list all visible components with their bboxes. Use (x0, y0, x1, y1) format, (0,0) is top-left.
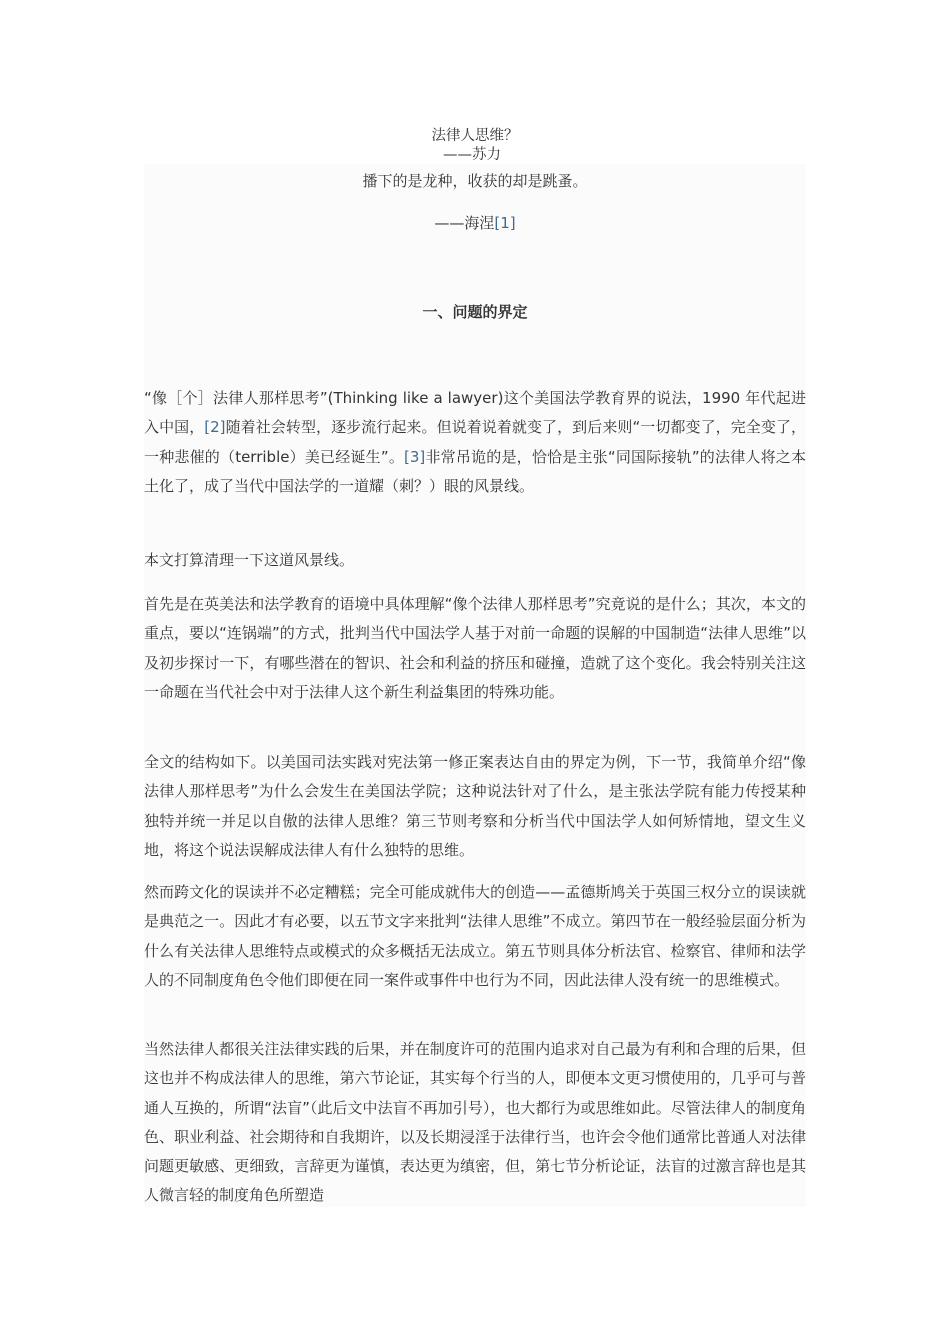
paragraph-text: 随着社会转型，逐步流行起来。但说着说着就变了，到后来则“一切都变了，完全变了，一种悲催的（terrible）美已经诞生”。 (144, 418, 806, 466)
document-author: ——苏力 (443, 147, 501, 163)
paragraph-2 (144, 546, 806, 575)
footnote-ref[interactable]: [2] (204, 418, 226, 437)
paragraph-text: 全文的结构如下。以美国司法实践对宪法第一修正案表达自由的界定为例，下一节，我简单介绍“像法律人那样思考”为什么会发生在美国法学院；这种说法针对了什么，是主张法学院有能力传授某种独特并统一并足以自傲的法律人思维？第三节则考察和分析当代中国法学人如何矫情地，望文生义地，将这个说法误解成法律人有什么独特的思维。 (144, 753, 806, 859)
paragraph-text: 当然法律人都很关注法律实践的后果，并在制度许可的范围内追求对自己最为有利和合理的后果，但这也并不构成法律人的思维，第六节论证，其实每个行当的人，即便本文更习惯使用的，几乎可与普通人互换的，所谓“法盲”（此后文中法盲不再加引号），也大都行为或思维如此。尽管法律人的制度角色、职业利益、社会期待和自我期许，以及长期浸淫于法律行当，也许会令他们通常比普通人对法律问题更敏感、更细致，言辞更为谨慎，表达更为缜密，但，第七节分析论证，法盲的过激言辞也是其人微言轻的制度角色所塑造 (144, 1040, 806, 1205)
epigraph-quote: 播下的是龙种，收获的却是跳蚤。 (362, 172, 588, 190)
paragraph-text: “像［个］法律人那样思考”(Thinking like a lawyer)这个美国法学教育界的说法，1990 年代起进入中国， (144, 389, 806, 437)
paragraph-1 (144, 384, 806, 501)
paragraph-text: 首先是在英美法和法学教育的语境中具体理解“像个法律人那样思考”究竟说的是什么；其次，本文的重点，要以“连锅端”的方式，批判当代中国法学人基于对前一命题的误解的中国制造“法律人思维”以及初步探讨一下，有哪些潜在的智识、社会和利益的挤压和碰撞，造就了这个变化。我会特别关注这一命题在当代社会中对于法律人这个新生利益集团的特殊功能。 (144, 595, 806, 701)
paragraph-3 (144, 590, 806, 707)
epigraph-attribution-line (144, 213, 806, 233)
document-title: 法律人思维？ (431, 128, 519, 144)
section-heading: 一、问题的界定 (422, 303, 528, 321)
paragraph-5 (144, 878, 806, 995)
paragraph-6 (144, 1035, 806, 1207)
epigraph-attribution: ——海涅 (434, 214, 495, 232)
paragraph-text: 非常吊诡的是，恰恰是主张“同国际接轨”的法律人将之本土化了，成了当代中国法学的一道耀（刺？）眼的风景线。 (144, 447, 806, 495)
footnote-ref[interactable]: [3] (404, 447, 426, 466)
paragraph-text: 本文打算清理一下这道风景线。 (144, 551, 355, 569)
article-body (144, 164, 806, 1207)
footnote-ref-1[interactable]: [1] (494, 214, 516, 232)
paragraph-4 (144, 748, 806, 865)
paragraph-text: 然而跨文化的误读并不必定糟糕；完全可能成就伟大的创造——孟德斯鸠关于英国三权分立的误读就是典范之一。因此才有必要，以五节文字来批判“法律人思维”不成立。第四节在一般经验层面分析为什么有关法律人思维特点或模式的众多概括无法成立。第五节则具体分析法官、检察官、律师和法学人的不同制度角色令他们即便在同一案件或事件中也行为不同，因此法律人没有统一的思维模式。 (144, 883, 806, 989)
